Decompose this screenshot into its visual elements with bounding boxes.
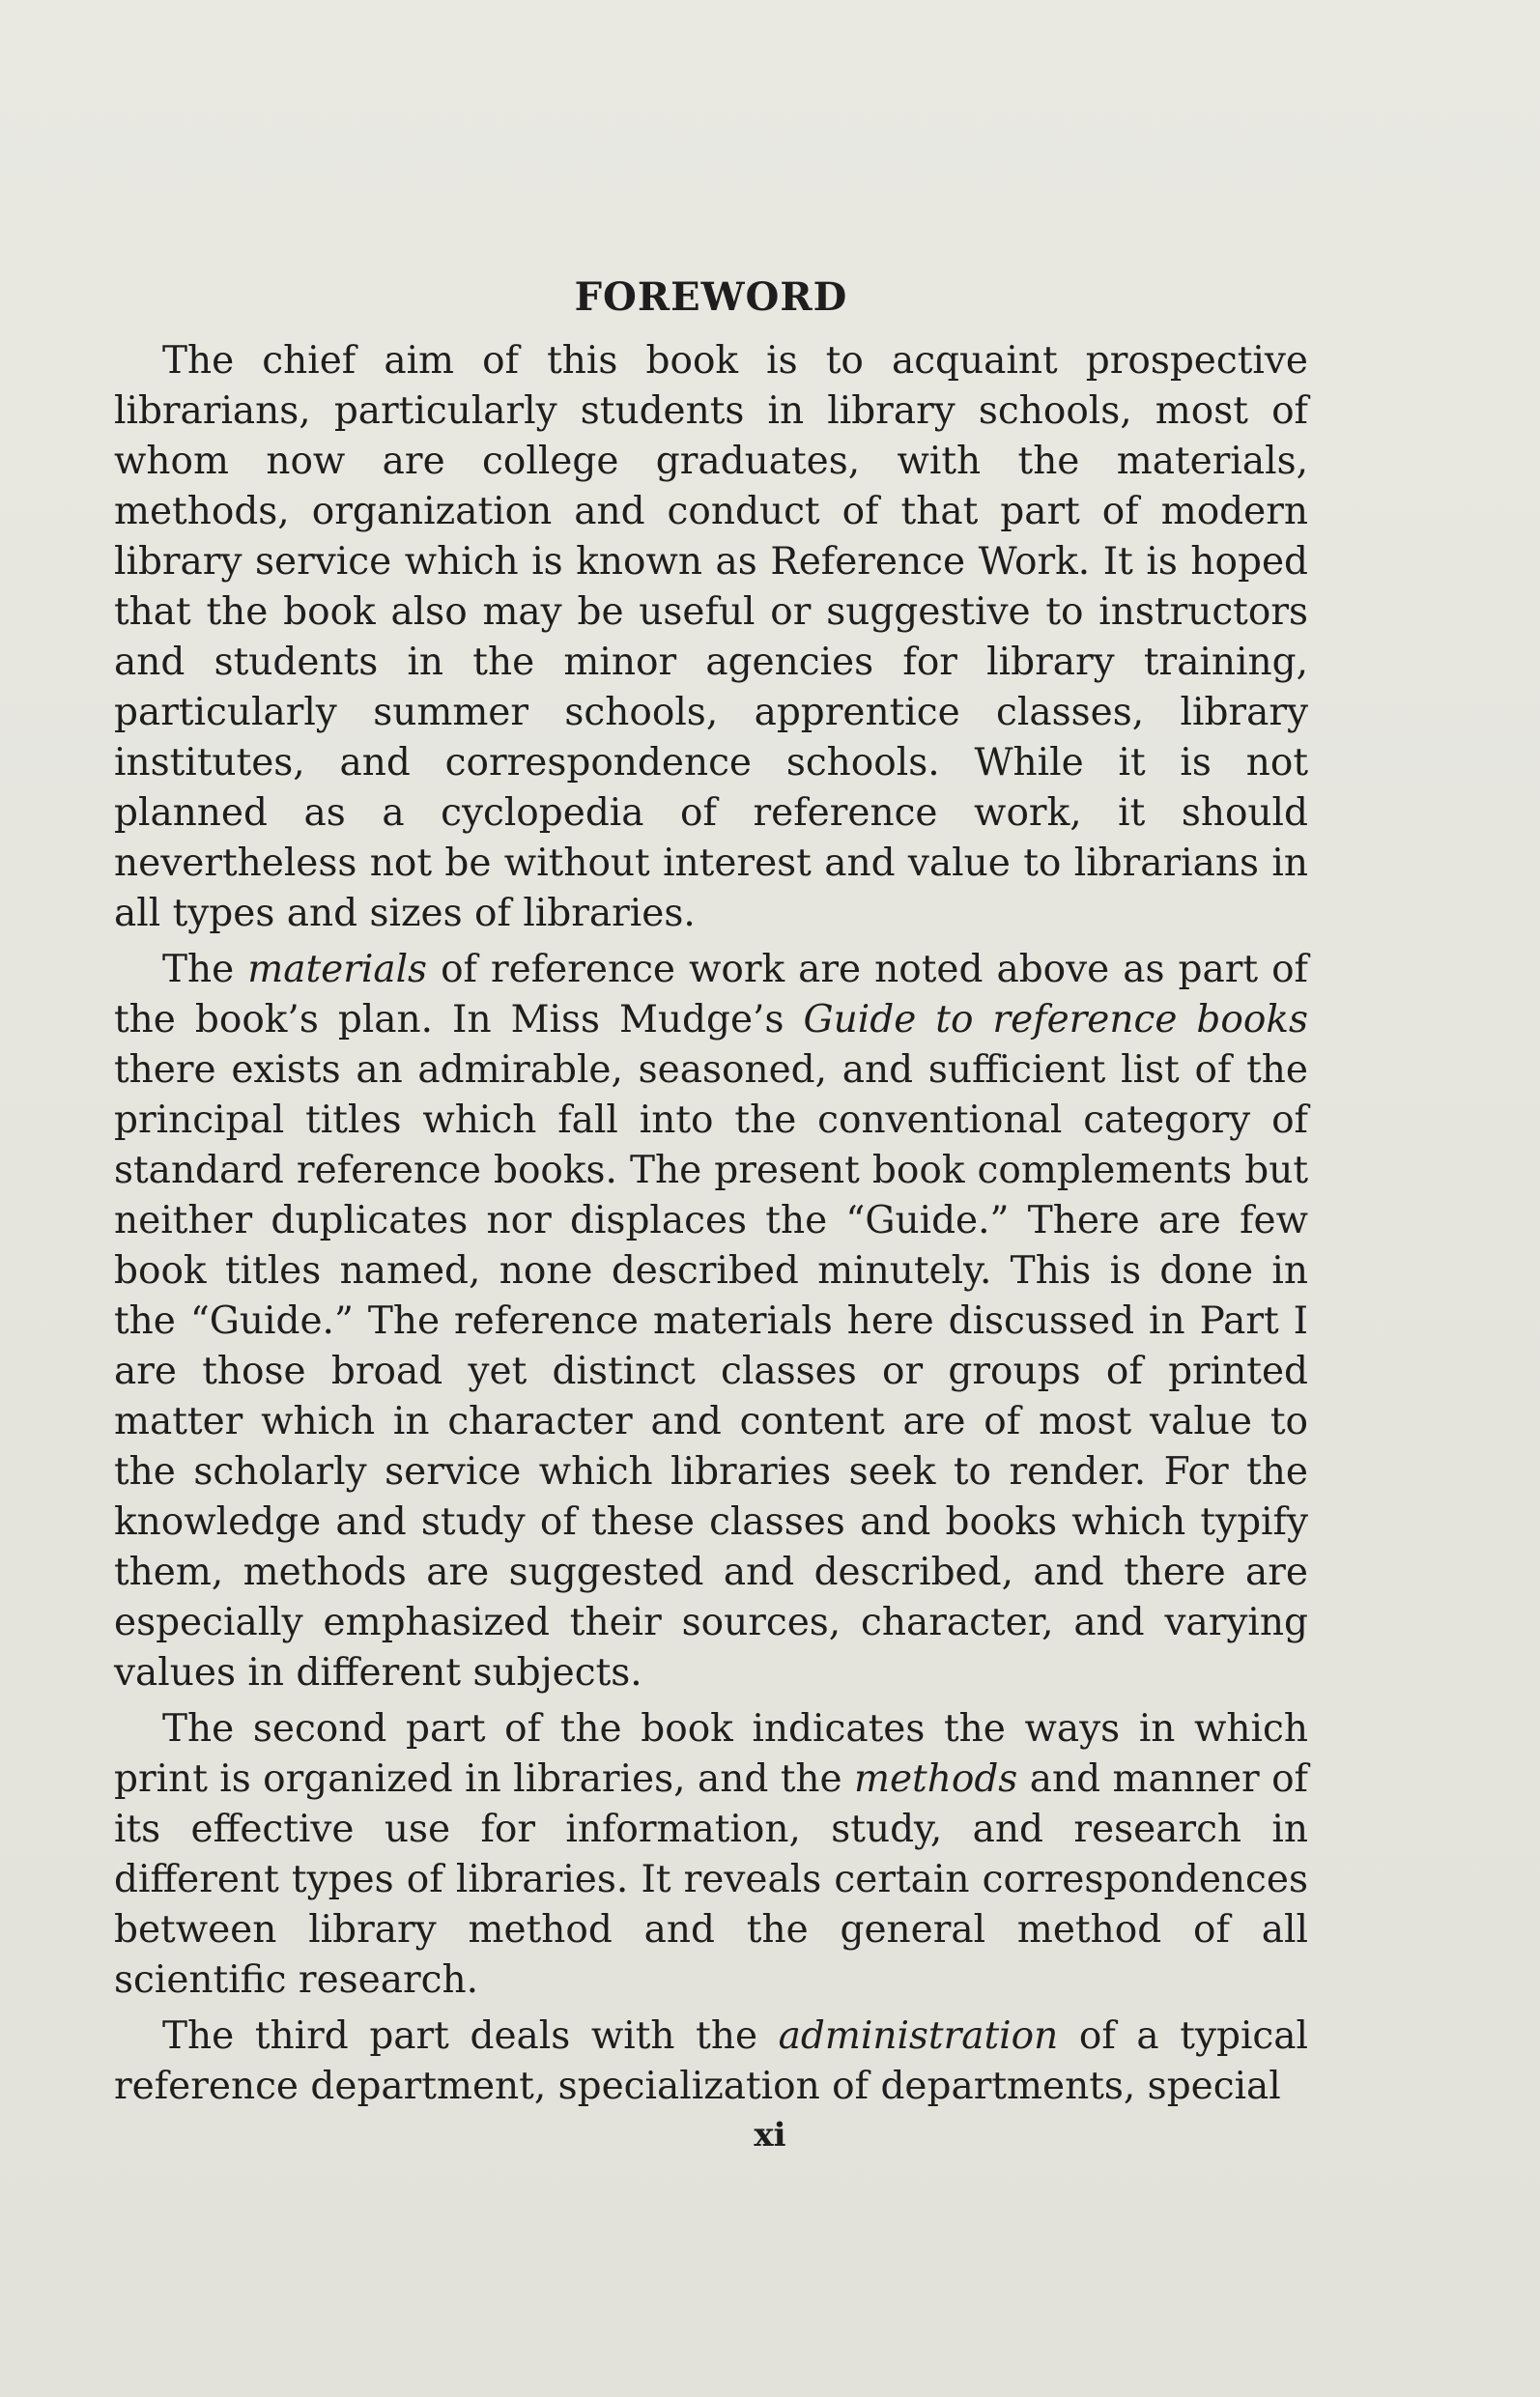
paragraph-2 (114, 945, 1308, 1698)
italic-text-run: Guide to reference books (803, 998, 1308, 1042)
page-title: FOREWORD (574, 274, 848, 320)
text-run: there exists an admirable, seasoned, and sufficient list of the principal titles which fall into the conventional category of standard reference books. The present book complements but neither duplicates nor displaces the “Guide.” There are few book titles named, none described minutely. This is done in the “Guide.” The reference materials here discussed in Part I are those broad yet distinct classes or groups of printed matter which in character and content are of most value to the scholarly service which libraries seek to render. For the knowledge and study of these classes and books which typify them, methods are suggested and described, and there are especially emphasized their sources, character, and varying values in different subjects. (114, 1048, 1308, 1695)
text-run: and manner of its effective use for information, study, and research in different types of libraries. It reveals certain correspondences between library method and the general method of all scientific research. (114, 1757, 1308, 2002)
italic-text-run: materials (247, 948, 428, 991)
italic-text-run: administration (778, 2014, 1059, 2058)
paragraph-3 (114, 1704, 1308, 2006)
page-number: xi (754, 2116, 786, 2154)
text-run: The (162, 948, 248, 991)
italic-text-run: methods (854, 1757, 1018, 1801)
paragraph-4 (114, 2012, 1308, 2112)
text-run: The chief aim of this book is to acquaint prospective librarians, particularly students in library schools, most of whom now are college graduates, with the materials, methods, organization and conduct of that part of modern library service which is known as Reference Work. It is hoped that the book also may be useful or suggestive to instructors and students in the minor agencies for library training, particularly summer schools, apprentice classes, library institutes, and correspondence schools. While it is not planned as a cyclopedia of reference work, it should nevertheless not be without interest and value to librarians in all types and sizes of libraries. (114, 339, 1308, 935)
paragraph-1 (114, 336, 1308, 939)
text-run: The second part of the book indicates the ways in which print is organized in libraries, and the (114, 1707, 1308, 1801)
page-text (114, 272, 1308, 2112)
text-run: of reference work are noted above as part of the book’s plan. In Miss Mudge’s (114, 948, 1308, 1042)
text-run: The third part deals with the (162, 2014, 779, 2058)
text-run: of a typical reference department, specialization of departments, special (114, 2014, 1308, 2108)
